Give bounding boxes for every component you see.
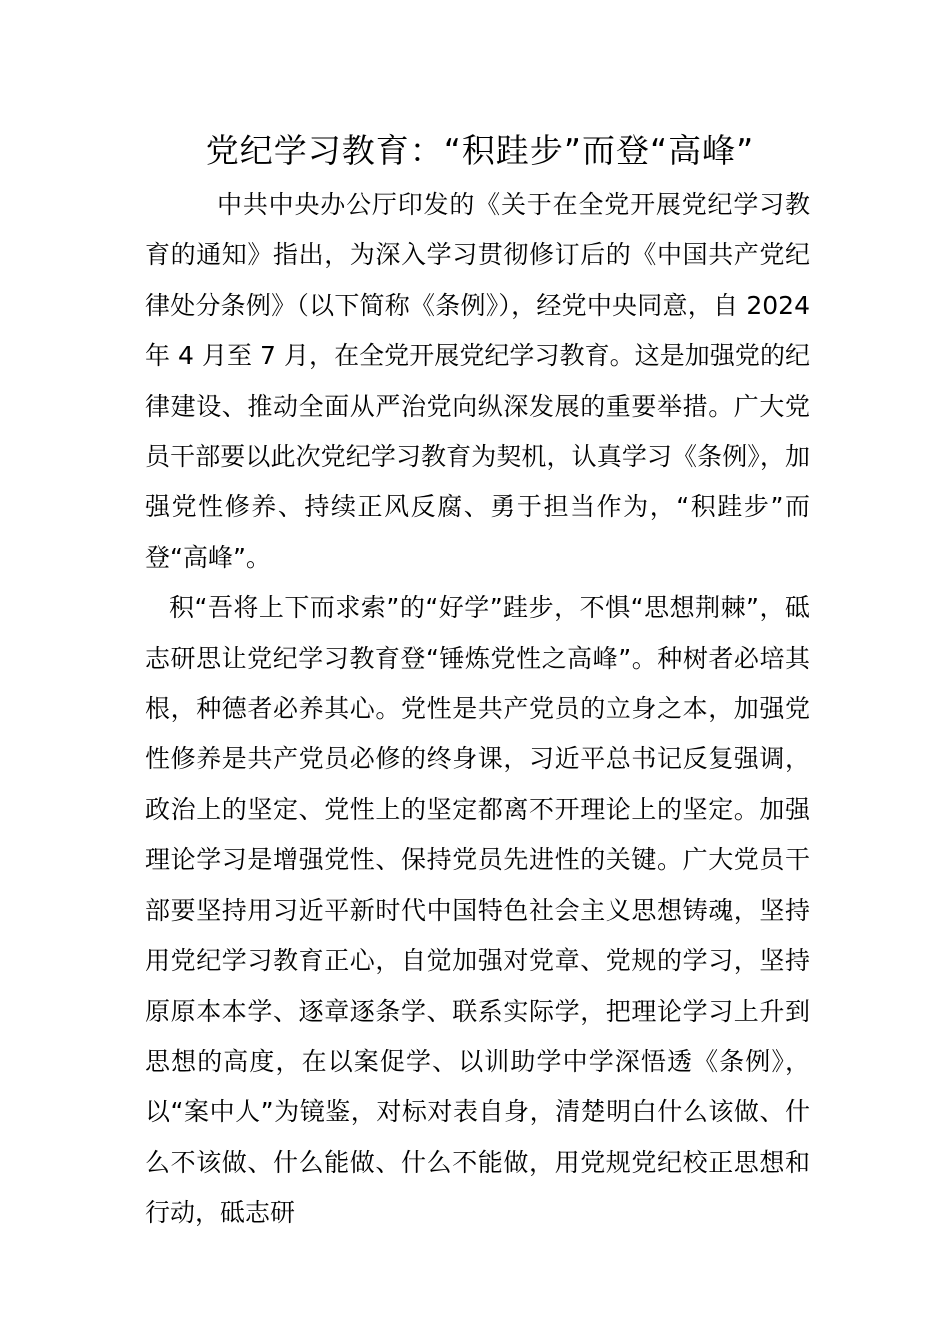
paragraph-1: 中共中央办公厅印发的《关于在全党开展党纪学习教育的通知》指出，为深入学习贯彻修订后的《中国共产党纪律处分条例》（以下简称《条例》），经党中央同意，自 2024 年 4 月至 7 月，在全党开展党纪学习教育。这是加强党的纪律建设、推动全面从严治党向纵深发展的重要举措。广大党员干部要以此次党纪学习教育为契机，认真学习《条例》，加强党性修养、持续正风反腐、勇于担当作为，“积跬步”而登“高峰”。 xyxy=(145,190,810,572)
document-title: 党纪学习教育：“积跬步”而登“高峰” xyxy=(205,131,755,170)
paragraph-2: 积“吾将上下而求索”的“好学”跬步，不惧“思想荆棘”，砥志研思让党纪学习教育登“锤炼党性之高峰”。种树者必培其根，种德者必养其心。党性是共产党员的立身之本，加强党性修养是共产党员必修的终身课，习近平总书记反复强调，政治上的坚定、党性上的坚定都离不开理论上的坚定。加强理论学习是增强党性、保持党员先进性的关键。广大党员干部要坚持用习近平新时代中国特色社会主义思想铸魂，坚持用党纪学习教育正心，自觉加强对党章、党规的学习，坚持原原本本学、逐章逐条学、联系实际学，把理论学习上升到思想的高度，在以案促学、以训助学中学深悟透《条例》，以“案中人”为镜鉴，对标对表自身，清楚明白什么该做、什么不该做、什么能做、什么不能做，用党规党纪校正思想和行动，砥志研 xyxy=(145,593,810,1228)
document-body xyxy=(145,180,810,1239)
